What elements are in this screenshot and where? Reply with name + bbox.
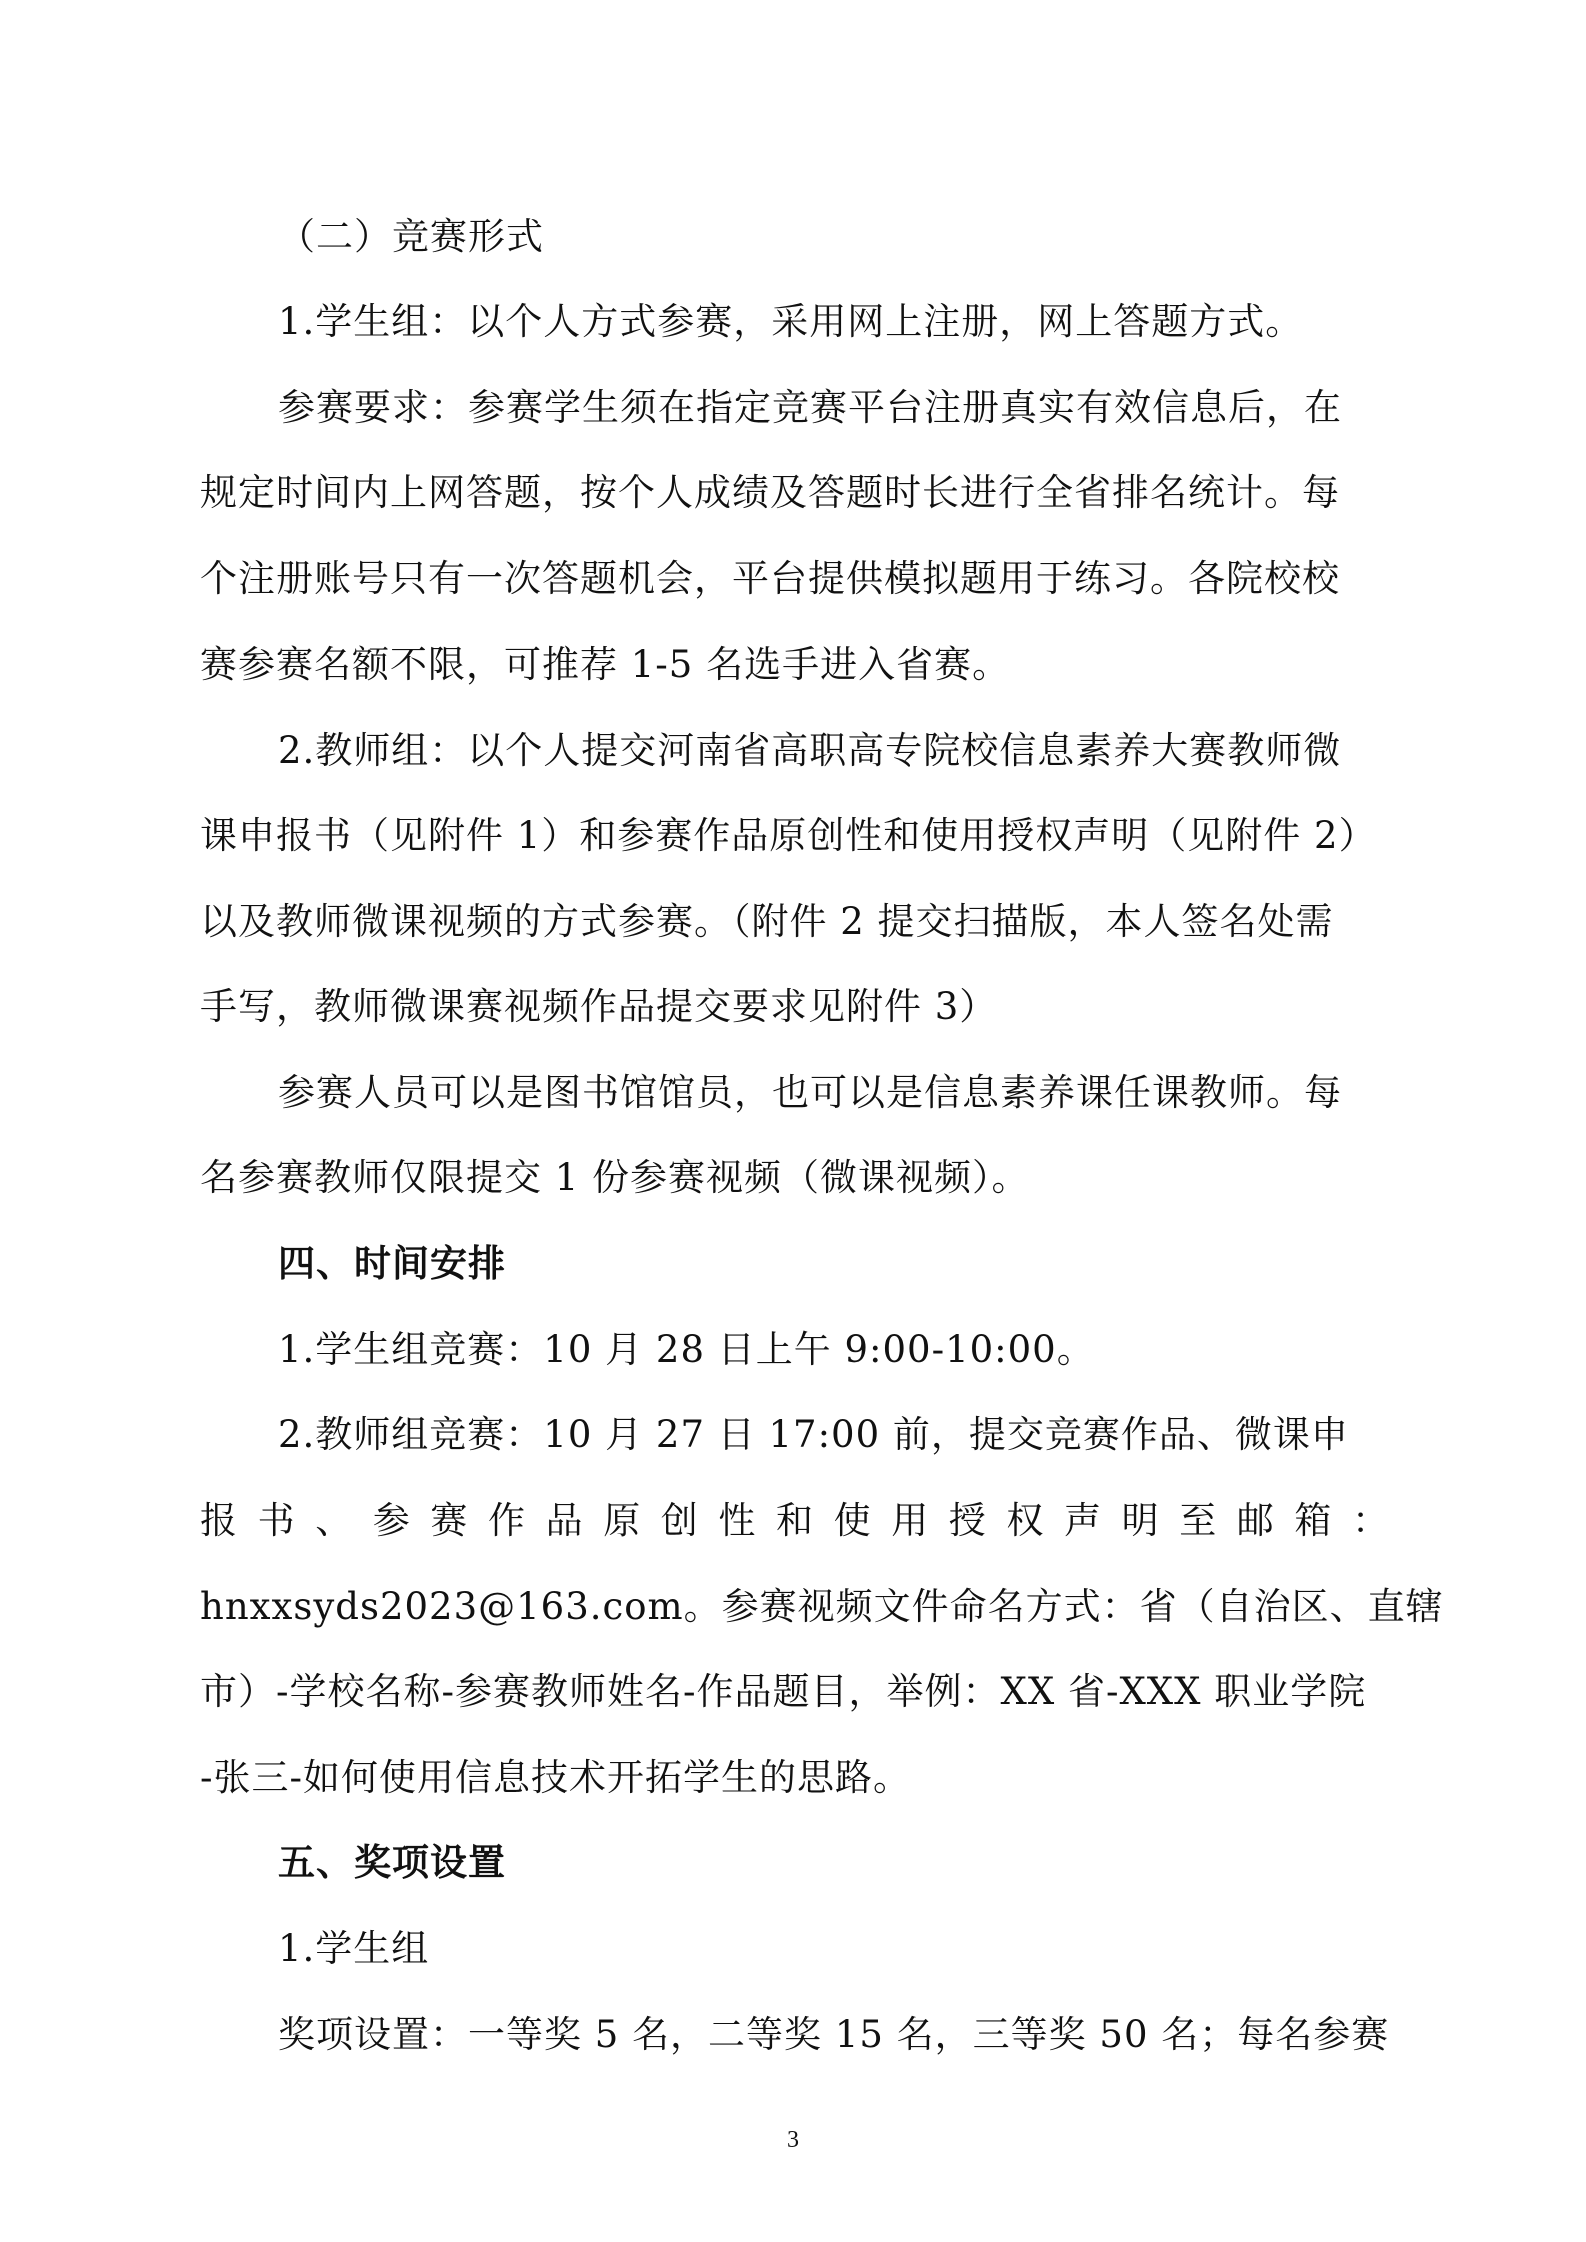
student-form-paragraph: 1.学生组：以个人方式参赛，采用网上注册，网上答题方式。	[278, 300, 1304, 343]
schedule-teacher-line: 2.教师组竞赛：10 月 27 日 17:00 前，提交竞赛作品、微课申	[278, 1413, 1349, 1456]
requirement-line: 个注册账号只有一次答题机会，平台提供模拟题用于练习。各院校校	[200, 557, 1340, 600]
page-number: 3	[787, 2127, 799, 2153]
schedule-teacher-line: -张三-如何使用信息技术开拓学生的思路。	[200, 1756, 912, 1799]
schedule-teacher-line: hnxxsyds2023@163.com。参赛视频文件命名方式：省（自治区、直辖	[200, 1585, 1444, 1628]
schedule-heading: 四、时间安排	[278, 1242, 506, 1285]
requirement-line: 参赛要求：参赛学生须在指定竞赛平台注册真实有效信息后，在	[278, 386, 1342, 429]
teacher-form-line: 以及教师微课视频的方式参赛。（附件 2 提交扫描版，本人签名处需	[200, 900, 1334, 943]
schedule-teacher-line: 市）-学校名称-参赛教师姓名-作品题目，举例：XX 省-XXX 职业学院	[200, 1670, 1367, 1713]
teacher-form-line: 课申报书（见附件 1）和参赛作品原创性和使用授权声明（见附件 2）	[200, 814, 1377, 857]
awards-student-group: 1.学生组	[278, 1927, 430, 1970]
participants-line: 参赛人员可以是图书馆馆员，也可以是信息素养课任课教师。每	[278, 1071, 1342, 1114]
schedule-student-line: 1.学生组竞赛：10 月 28 日上午 9:00-10:00。	[278, 1328, 1095, 1371]
requirement-line: 规定时间内上网答题，按个人成绩及答题时长进行全省排名统计。每	[200, 471, 1340, 514]
awards-heading: 五、奖项设置	[278, 1841, 506, 1884]
teacher-form-line: 手写，教师微课赛视频作品提交要求见附件 3）	[200, 985, 998, 1028]
awards-student-line: 奖项设置：一等奖 5 名，二等奖 15 名，三等奖 50 名；每名参赛	[278, 2013, 1390, 2056]
section-title: （二）竞赛形式	[278, 215, 544, 258]
requirement-line: 赛参赛名额不限，可推荐 1-5 名选手进入省赛。	[200, 643, 1011, 686]
participants-line: 名参赛教师仅限提交 1 份参赛视频（微课视频）。	[200, 1156, 1030, 1199]
teacher-form-line: 2.教师组：以个人提交河南省高职高专院校信息素养大赛教师微	[278, 729, 1342, 772]
schedule-teacher-line: 报书、参赛作品原创性和使用授权声明至邮箱：	[200, 1499, 1390, 1542]
